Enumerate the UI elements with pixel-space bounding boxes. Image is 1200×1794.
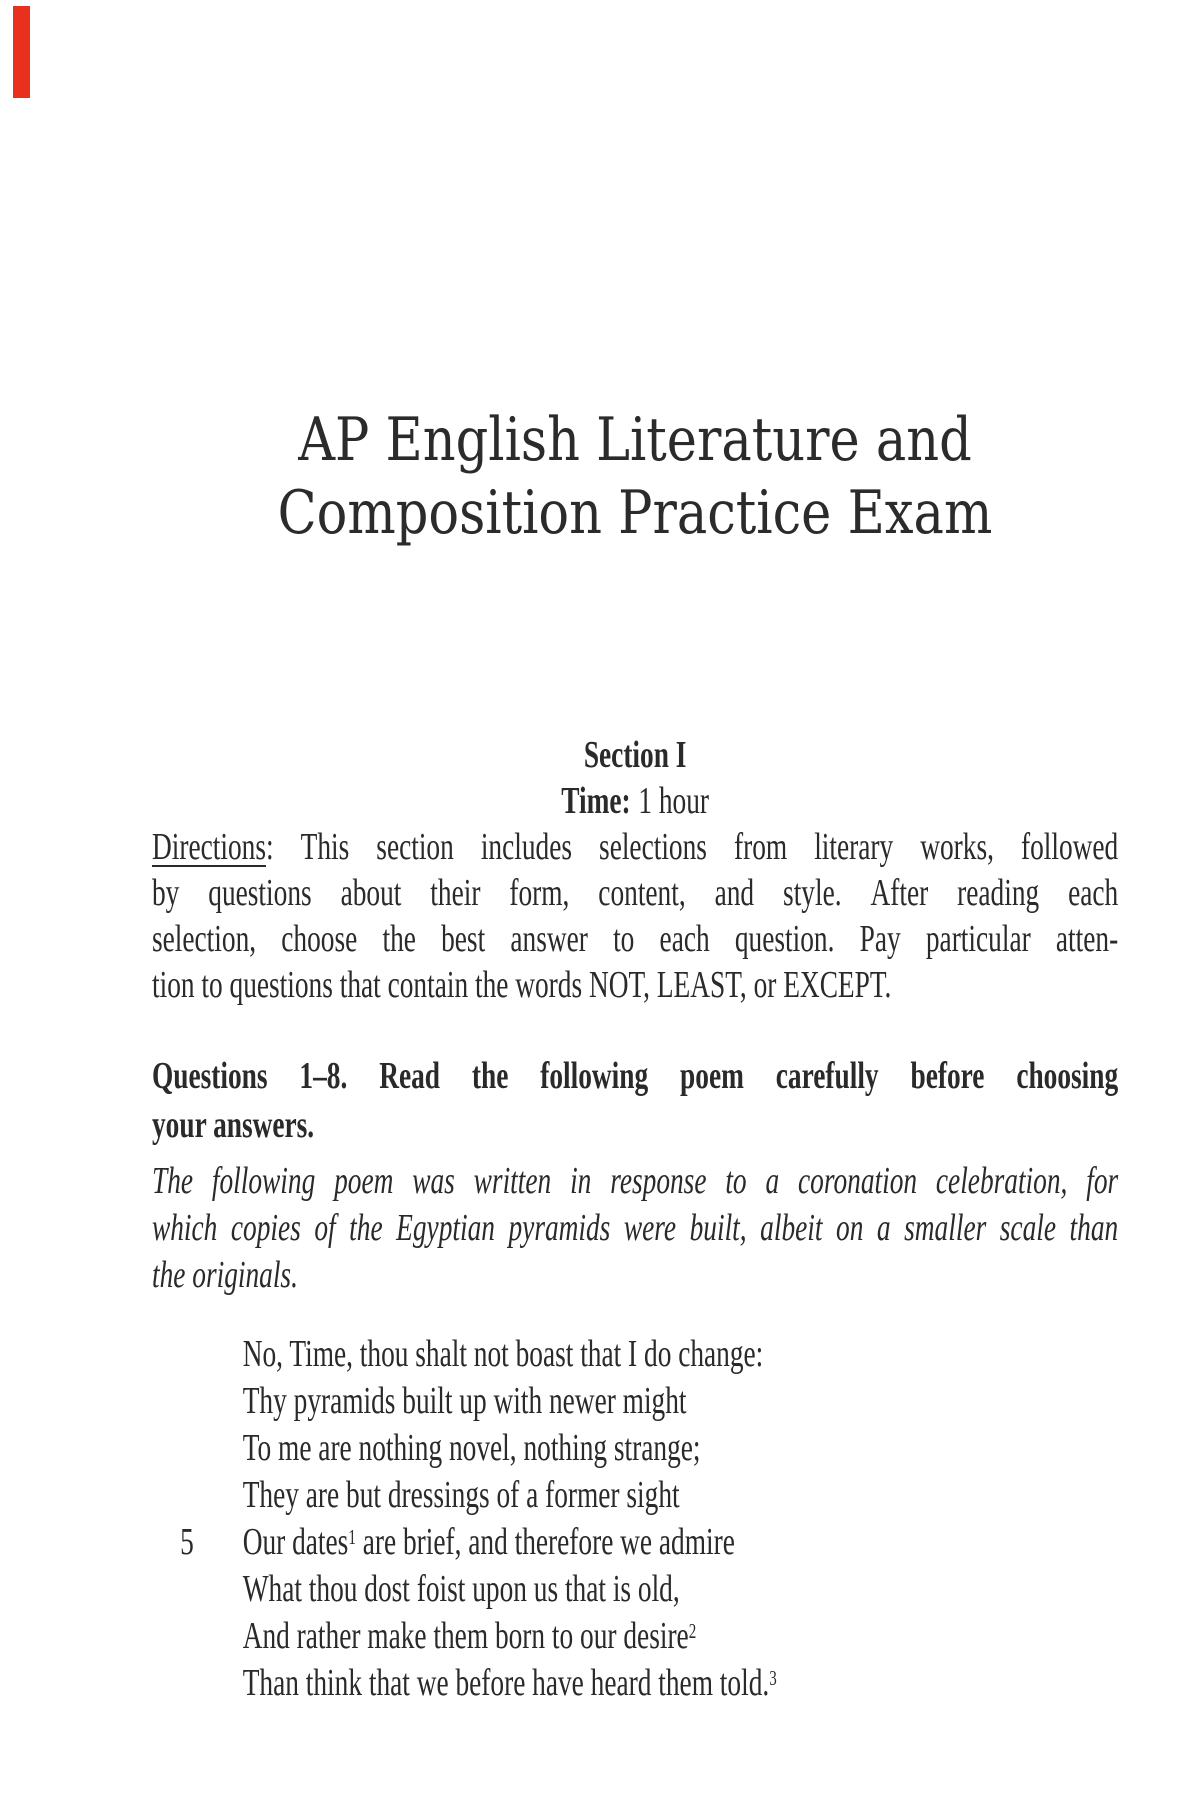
text-line: your answers. bbox=[152, 1104, 315, 1146]
text-line: tion to questions that contain the words NOT, LEAST, or EXCEPT. bbox=[152, 964, 892, 1006]
time-line bbox=[152, 778, 1118, 824]
questions-intro-paragraph bbox=[152, 1052, 1118, 1150]
page-title bbox=[224, 404, 1045, 550]
body-column bbox=[152, 732, 1118, 1707]
text-line: which copies of the Egyptian pyramids were built, albeit on a smaller scale than bbox=[152, 1207, 1119, 1249]
poem-line bbox=[152, 1472, 1118, 1519]
poem-line-number bbox=[152, 1660, 243, 1707]
text-line: selection, choose the best answer to each question. Pay particular atten- bbox=[152, 918, 1119, 960]
page-edge-red-tab bbox=[13, 6, 30, 98]
page-title-line-2: Composition Practice Exam bbox=[277, 478, 993, 548]
poem-block bbox=[152, 1331, 1118, 1707]
poem-line-text: They are but dressings of a former sight bbox=[242, 1474, 680, 1516]
section-heading: Section I bbox=[583, 734, 687, 776]
poem-line-text: Our dates$^1$ are brief, and therefore we admire bbox=[242, 1521, 735, 1563]
text-line: The following poem was written in response to a coronation celebration, for bbox=[152, 1160, 1119, 1202]
poem-line-number bbox=[152, 1378, 243, 1425]
poem-line-text: What thou dost foist upon us that is old, bbox=[242, 1568, 680, 1610]
poem-line bbox=[152, 1613, 1118, 1660]
directions-label: Directions bbox=[152, 826, 266, 868]
poem-line-text: Than think that we before have heard them told.$^3$ bbox=[242, 1662, 777, 1704]
text-line: Questions 1–8. Read the following poem carefully before choosing bbox=[152, 1055, 1119, 1097]
poem-line bbox=[152, 1519, 1118, 1566]
poem-line-number bbox=[152, 1425, 243, 1472]
poem-line-number bbox=[152, 1613, 243, 1660]
poem-line-text: And rather make them born to our desire$^2$ bbox=[242, 1615, 697, 1657]
page-title-line-1: AP English Literature and bbox=[298, 405, 972, 475]
footnote-marker: 3 bbox=[769, 1665, 777, 1690]
directions-paragraph bbox=[152, 824, 1118, 1008]
poem-line-text: No, Time, thou shalt not boast that I do change: bbox=[242, 1333, 764, 1375]
poem-line bbox=[152, 1660, 1118, 1707]
poem-line-number bbox=[152, 1472, 243, 1519]
poem-line bbox=[152, 1425, 1118, 1472]
footnote-marker: 2 bbox=[688, 1618, 697, 1643]
poem-line bbox=[152, 1331, 1118, 1378]
time-value: 1 hour bbox=[638, 780, 709, 822]
poem-line-text: To me are nothing novel, nothing strange; bbox=[242, 1427, 701, 1469]
text-line: by questions about their form, content, and style. After reading each bbox=[152, 872, 1119, 914]
page-content bbox=[152, 0, 1118, 1707]
poem-line bbox=[152, 1566, 1118, 1613]
poem-line bbox=[152, 1378, 1118, 1425]
time-label: Time: bbox=[561, 780, 631, 822]
text-line: the originals. bbox=[152, 1254, 298, 1296]
text-line: Directions: This section includes selections from literary works, followed bbox=[152, 826, 1119, 868]
poem-line-text: Thy pyramids built up with newer might bbox=[242, 1380, 687, 1422]
passage-note-paragraph bbox=[152, 1158, 1118, 1299]
footnote-marker: 1 bbox=[348, 1524, 356, 1549]
poem-line-number: 5 bbox=[180, 1521, 194, 1563]
poem-line-number bbox=[152, 1331, 243, 1378]
poem-line-number bbox=[152, 1566, 243, 1613]
